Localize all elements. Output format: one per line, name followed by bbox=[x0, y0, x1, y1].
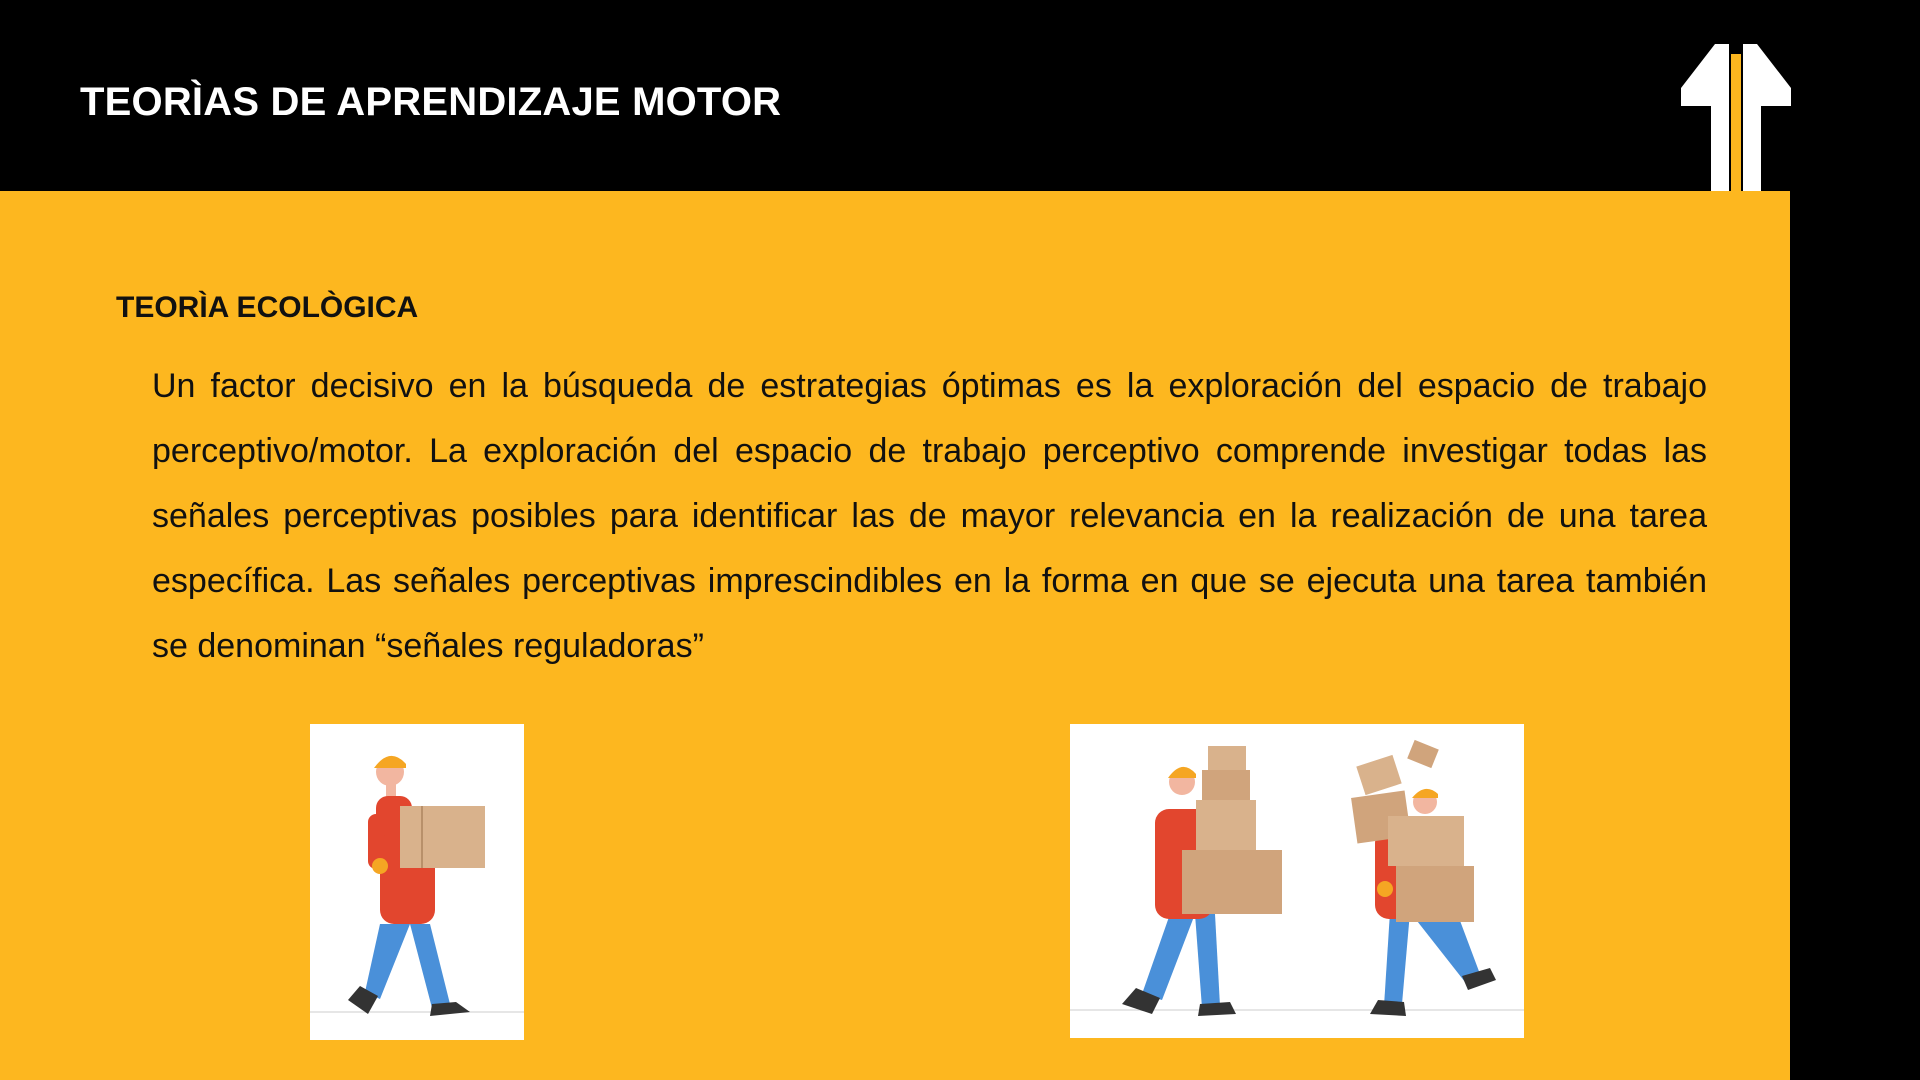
slide-title: TEORÌAS DE APRENDIZAJE MOTOR bbox=[80, 80, 782, 124]
header-bar bbox=[0, 0, 1790, 191]
section-title: TEORÌA ECOLÒGICA bbox=[116, 291, 419, 324]
brand-logo-icon bbox=[1681, 44, 1791, 192]
worker-carrying-one-box-illustration bbox=[310, 724, 524, 1040]
body-paragraph: Un factor decisivo en la búsqueda de estrategias óptimas es la exploración del espacio de trabajo perceptivo/motor. La exploración del espacio de trabajo perceptivo comprende investigar todas las señales perceptivas posibles para identificar las de mayor relevancia en la realización de una tarea específica. Las señales perceptivas imprescindibles en la forma en que se ejecuta una tarea también se denominan “señales reguladoras” bbox=[152, 367, 1707, 665]
workers-carrying-stacked-boxes-illustration bbox=[1070, 724, 1524, 1038]
